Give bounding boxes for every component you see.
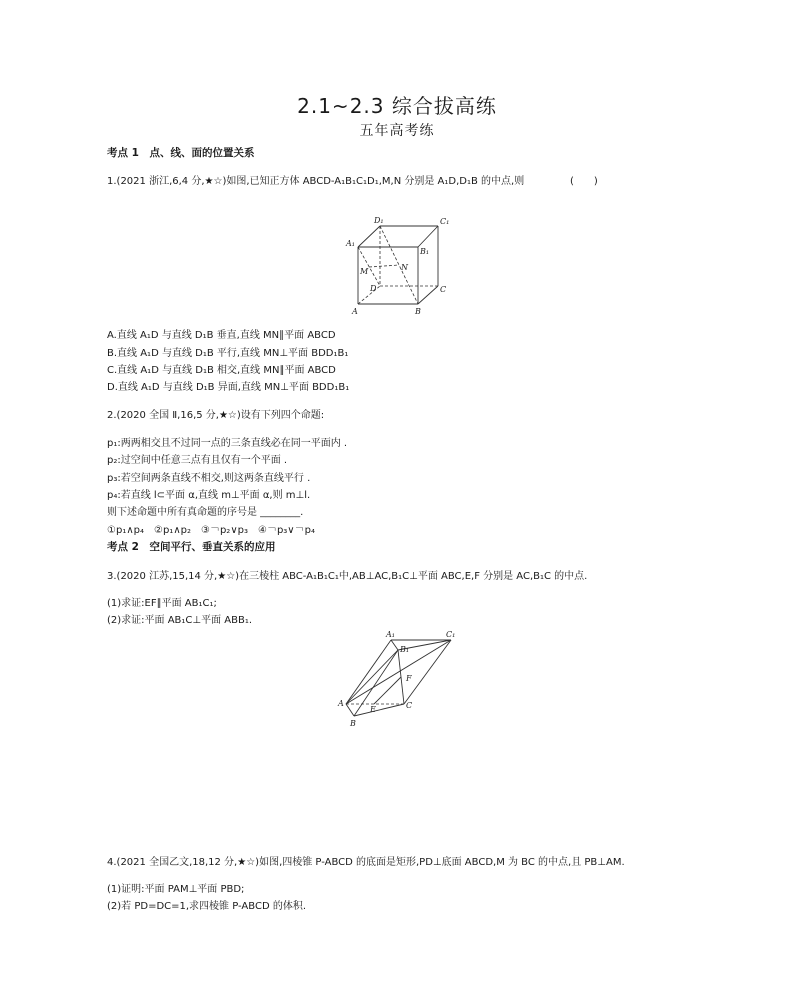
cube-label-A: A xyxy=(352,307,358,316)
question-1-option-d: D.直线 A₁D 与直线 D₁B 异面,直线 MN⊥平面 BDD₁B₁ xyxy=(107,382,350,393)
question-1-stem: 1.(2021 浙江,6,4 分,★☆)如图,已知正方体 ABCD-A₁B₁C₁D₁,M,N 分别是 A₁D,D₁B 的中点,则 xyxy=(107,176,525,187)
cube-label-D1: D₁ xyxy=(374,216,384,225)
section-heading-2: 考点 2 空间平行、垂直关系的应用 xyxy=(107,541,276,553)
cube-label-A1: A₁ xyxy=(346,239,355,248)
question-2-prop-2: p₂:过空间中任意三点有且仅有一个平面 . xyxy=(107,455,288,466)
question-2-stem: 2.(2020 全国 Ⅱ,16,5 分,★☆)设有下列四个命题: xyxy=(107,410,325,421)
question-2-prop-3: p₃:若空间两条直线不相交,则这两条直线平行 . xyxy=(107,473,311,484)
question-2-prop-4: p₄:若直线 l⊂平面 α,直线 m⊥平面 α,则 m⊥l. xyxy=(107,490,311,501)
question-3-stem: 3.(2020 江苏,15,14 分,★☆)在三棱柱 ABC-A₁B₁C₁中,AB⊥AC,B₁C⊥平面 ABC,E,F 分别是 AC,B₁C 的中点. xyxy=(107,571,588,582)
question-3-part-1: (1)求证:EF∥平面 AB₁C₁; xyxy=(107,598,217,609)
cube-label-B1: B₁ xyxy=(420,247,430,256)
question-1-option-c: C.直线 A₁D 与直线 D₁B 相交,直线 MN∥平面 ABCD xyxy=(107,365,336,376)
cube-label-N: N xyxy=(401,263,408,272)
prism-label-C1: C₁ xyxy=(446,630,456,639)
prism-label-A: A xyxy=(338,699,344,708)
cube-label-C1: C₁ xyxy=(440,217,450,226)
cube-label-M: M xyxy=(360,267,369,276)
cube-label-B: B xyxy=(415,307,421,316)
prism-label-F: F xyxy=(406,674,412,683)
question-2-prop-1: p₁:两两相交且不过同一点的三条直线必在同一平面内 . xyxy=(107,438,348,449)
question-3-part-2: (2)求证:平面 AB₁C⊥平面 ABB₁. xyxy=(107,615,253,626)
question-1-option-a: A.直线 A₁D 与直线 D₁B 垂直,直线 MN∥平面 ABCD xyxy=(107,330,336,341)
prism-label-E: E xyxy=(370,705,376,714)
prism-label-B1: B₁ xyxy=(400,645,410,654)
question-1-option-b: B.直线 A₁D 与直线 D₁B 平行,直线 MN⊥平面 BDD₁B₁ xyxy=(107,348,349,359)
question-1-answer-bracket: ( ) xyxy=(570,176,598,187)
prism-label-C: C xyxy=(406,701,413,710)
cube-label-D: D xyxy=(370,284,377,293)
question-4-part-2: (2)若 PD=DC=1,求四棱锥 P-ABCD 的体积. xyxy=(107,901,306,912)
cube-figure xyxy=(340,212,470,320)
prism-label-B: B xyxy=(350,719,356,728)
page-title: 2.1~2.3 综合拔高练 xyxy=(297,94,497,118)
prism-figure xyxy=(336,628,466,732)
prism-label-A1: A₁ xyxy=(386,630,395,639)
cube-label-C: C xyxy=(440,285,447,294)
question-2-ask: 则下述命题中所有真命题的序号是 ________. xyxy=(107,507,304,518)
section-heading-1: 考点 1 点、线、面的位置关系 xyxy=(107,147,255,159)
page-subtitle: 五年高考练 xyxy=(359,123,435,139)
question-4-part-1: (1)证明:平面 PAM⊥平面 PBD; xyxy=(107,884,245,895)
question-2-choices: ①p₁∧p₄ ②p₁∧p₂ ③￢p₂∨p₃ ④￢p₃∨￢p₄ xyxy=(107,525,315,536)
question-4-stem: 4.(2021 全国乙文,18,12 分,★☆)如图,四棱锥 P-ABCD 的底面是矩形,PD⊥底面 ABCD,M 为 BC 的中点,且 PB⊥AM. xyxy=(107,857,625,868)
